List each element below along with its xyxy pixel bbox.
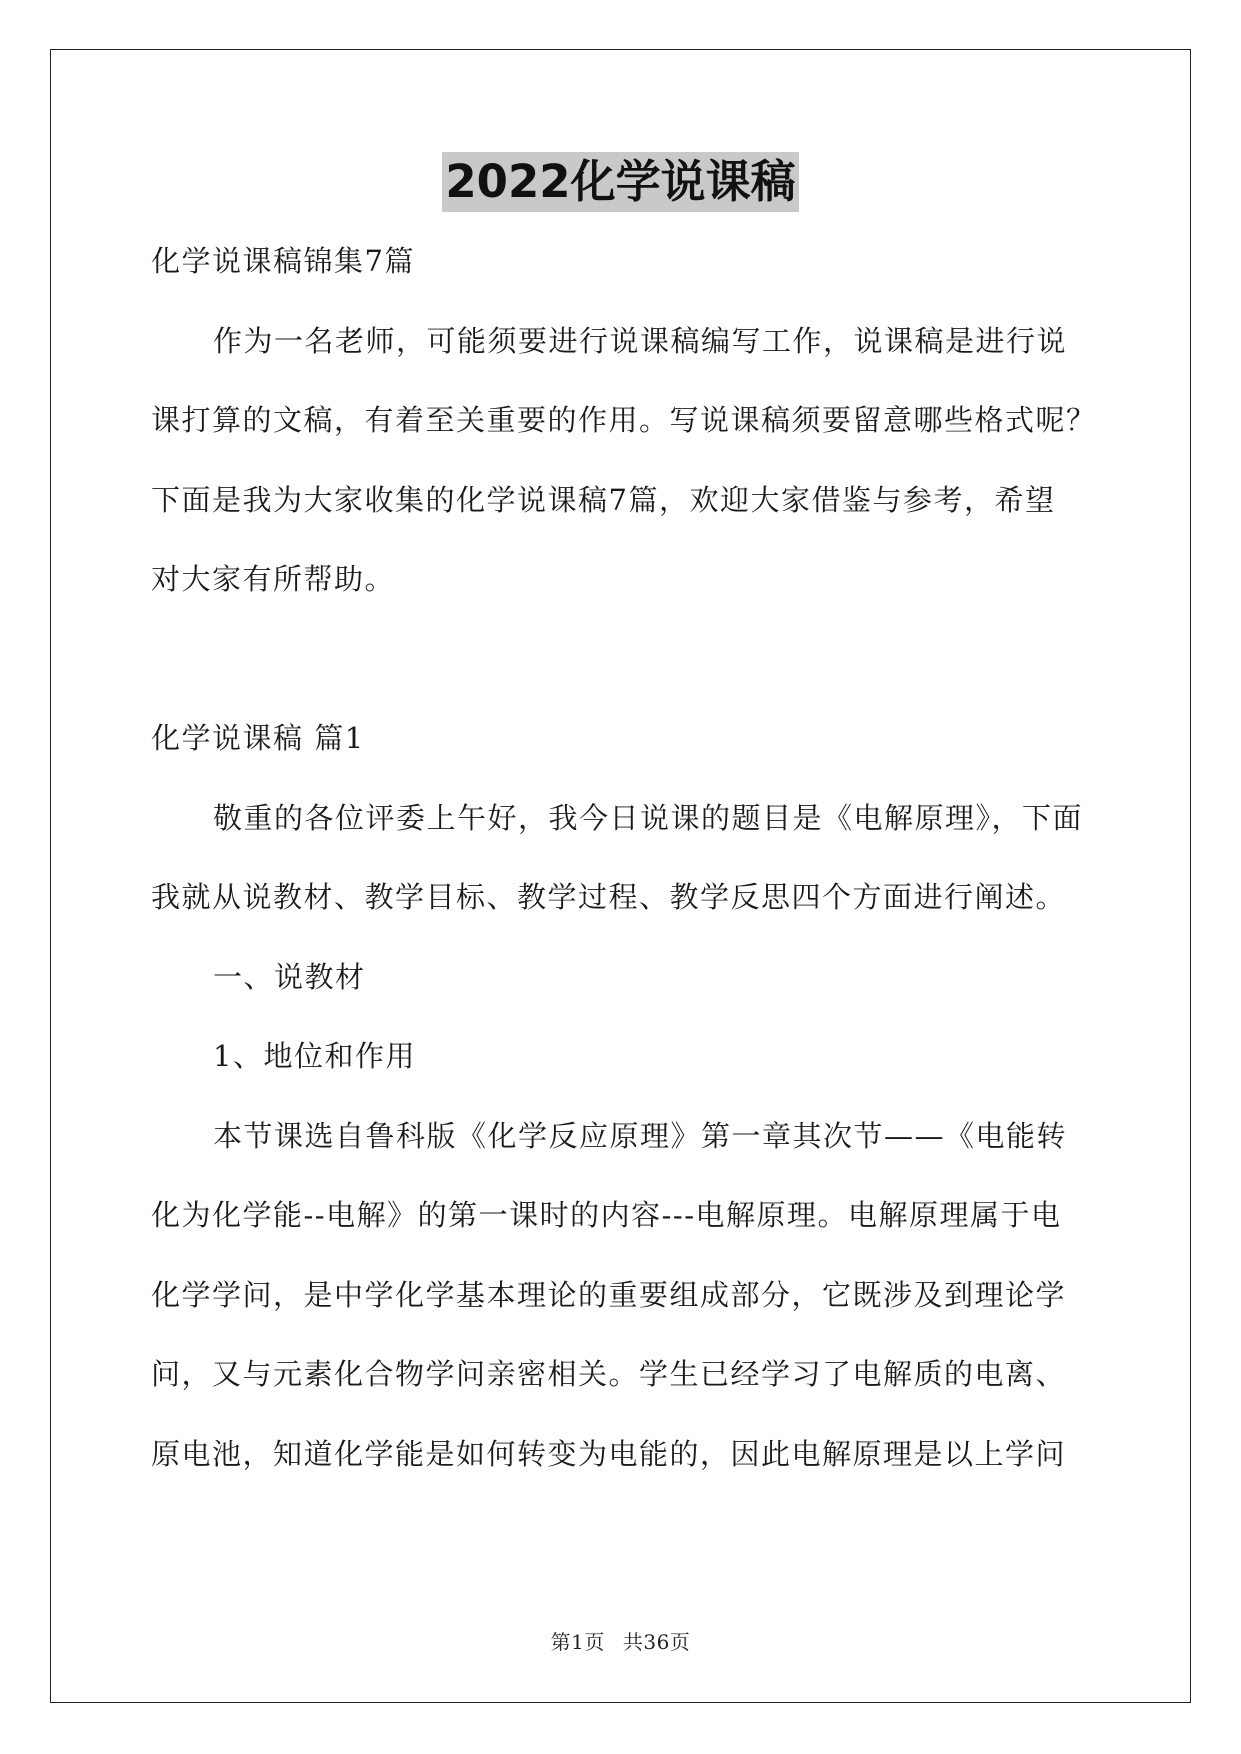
- page-footer: [0, 1626, 1241, 1655]
- paragraph-line: 我就从说教材、教学目标、教学过程、教学反思四个方面进行阐述。: [151, 880, 1067, 914]
- paragraph-line: 作为一名老师，可能须要进行说课稿编写工作，说课稿是进行说: [213, 323, 1068, 358]
- title-container: [0, 152, 1241, 212]
- paragraph-line: 化学学问，是中学化学基本理论的重要组成部分，它既涉及到理论学: [151, 1277, 1067, 1312]
- document-title: 2022化学说课稿: [442, 152, 798, 212]
- paragraph-line: 本节课选自鲁科版《化学反应原理》第一章其次节——《电能转: [213, 1118, 1068, 1153]
- section-heading: 化学说课稿 篇1: [151, 721, 365, 755]
- blank-line: [151, 634, 1096, 714]
- subsection-heading: 1、地位和作用: [213, 1039, 416, 1073]
- paragraph-line: 对大家有所帮助。: [151, 562, 396, 596]
- paragraph-line: 问，又与元素化合物学问亲密相关。学生已经学习了电解质的电离、: [151, 1357, 1067, 1391]
- subtitle: 化学说课稿锦集7篇: [151, 244, 415, 278]
- paragraph-line: 化为化学能--电解》的第一课时的内容---电解原理。电解原理属于电: [151, 1198, 1062, 1232]
- paragraph-line: 课打算的文稿，有着至关重要的作用。写说课稿须要留意哪些格式呢？: [151, 403, 1097, 437]
- page-number: 第1页: [550, 1630, 605, 1654]
- paragraph-line: 下面是我为大家收集的化学说课稿7篇，欢迎大家借鉴与参考，希望: [151, 482, 1056, 517]
- paragraph-line: 敬重的各位评委上午好，我今日说课的题目是《电解原理》，下面: [213, 800, 1084, 835]
- document-body: [151, 236, 1096, 1508]
- paragraph-line: 原电池，知道化学能是如何转变为电能的，因此电解原理是以上学问: [151, 1436, 1067, 1471]
- page-total: 共36页: [622, 1630, 691, 1654]
- subsection-heading: 一、说教材: [213, 959, 366, 994]
